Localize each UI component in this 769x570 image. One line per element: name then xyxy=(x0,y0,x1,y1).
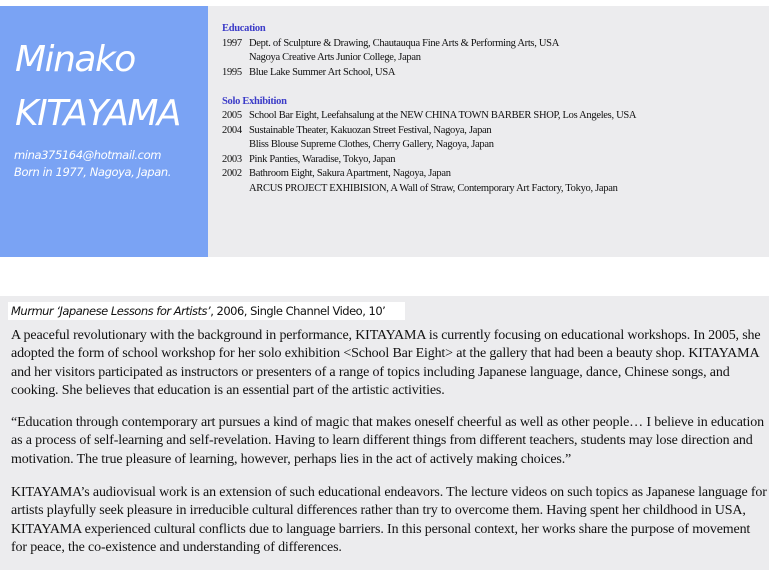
exhibition-entry xyxy=(222,167,762,182)
entry-year xyxy=(222,138,249,153)
entry-text: Nagoya Creative Arts Junior College, Japan xyxy=(249,52,421,63)
exhibition-entry xyxy=(222,138,762,153)
entry-text: Bathroom Eight, Sakura Apartment, Nagoya, Japan xyxy=(249,168,451,179)
artist-email: mina375164@hotmail.com xyxy=(14,148,162,162)
cv-list xyxy=(222,22,762,196)
entry-year xyxy=(222,182,249,197)
entry-text: Sustainable Theater, Kakuozan Street Festival, Nagoya, Japan xyxy=(249,124,492,136)
name-card xyxy=(0,6,208,257)
description-paragraph: A peaceful revolutionary with the background in performance, KITAYAMA is currently focusing on educational workshops. In 2005, she adopted the form of school workshop for her solo exhibition <School Bar Eight> at the gallery that had been a beauty shop. KITAYAMA and her visitors participated as instructors or presenters of a range of topics including Japanese language, dance, Chinese songs, and cooking. She believes that education is an essential part of the artistic activities. xyxy=(11,328,761,398)
entry-year: 1995 xyxy=(222,66,242,78)
entry-year: 2003 xyxy=(222,153,242,165)
entry-text: Dept. of Sculpture & Drawing, Chautauqua Fine Arts & Performing Arts, USA xyxy=(249,37,559,49)
entry-text: Bliss Blouse Supreme Clothes, Cherry Gallery, Nagoya, Japan xyxy=(249,139,494,150)
artist-last-name: KITAYAMA xyxy=(15,93,181,134)
entry-year: 1997 xyxy=(222,37,242,49)
solo-exhibition-heading: Solo Exhibition xyxy=(222,95,287,107)
education-entry xyxy=(222,51,762,66)
education-heading: Education xyxy=(222,23,266,34)
entry-text: Pink Panties, Waradise, Tokyo, Japan xyxy=(249,153,396,165)
quote-paragraph: “Education through contemporary art pursues a kind of magic that makes oneself cheerful as well as other people… I believe in education as a process of self-learning and self-revelation. Having to learn different things from different teachers, students may lose direction and motivation. The true pleasure of learning, however, perhaps lies in the act of actively making choices.” xyxy=(11,415,764,467)
artist-birth-info: Born in 1977, Nagoya, Japan. xyxy=(14,165,171,179)
education-entry xyxy=(222,37,762,52)
artist-first-name: Minako xyxy=(15,39,135,80)
entry-year: 2002 xyxy=(222,168,242,179)
entry-text: Blue Lake Summer Art School, USA xyxy=(249,66,396,78)
work-details: , 2006, Single Channel Video, 10’ xyxy=(210,304,386,318)
exhibition-entry xyxy=(222,182,762,197)
entry-year: 2005 xyxy=(222,110,242,121)
description-paragraph: KITAYAMA’s audiovisual work is an extension of such educational endeavors. The lecture videos on such topics as Japanese language for artists playfully seek pleasure in irreducible cultural differences rather than try to overcome them. Having spent her childhood in USA, KITAYAMA experienced cultural conflicts due to language barriers. In this personal context, her works share the purpose of movement for peace, the co-existence and understanding of differences. xyxy=(11,485,767,555)
work-caption xyxy=(8,302,405,320)
exhibition-entry xyxy=(222,109,762,124)
section-spacer xyxy=(222,80,762,95)
work-title: Murmur ‘Japanese Lessons for Artists’ xyxy=(11,304,211,318)
entry-text: ARCUS PROJECT EXHIBISION, A Wall of Straw, Contemporary Art Factory, Tokyo, Japan xyxy=(249,182,618,194)
entry-text: School Bar Eight, Leefahsalung at the NEW CHINA TOWN BARBER SHOP, Los Angeles, USA xyxy=(249,110,637,121)
exhibition-entry xyxy=(222,124,762,139)
entry-year: 2004 xyxy=(222,124,242,136)
entry-year xyxy=(222,51,249,66)
exhibition-entry xyxy=(222,153,762,168)
education-entry xyxy=(222,66,762,81)
